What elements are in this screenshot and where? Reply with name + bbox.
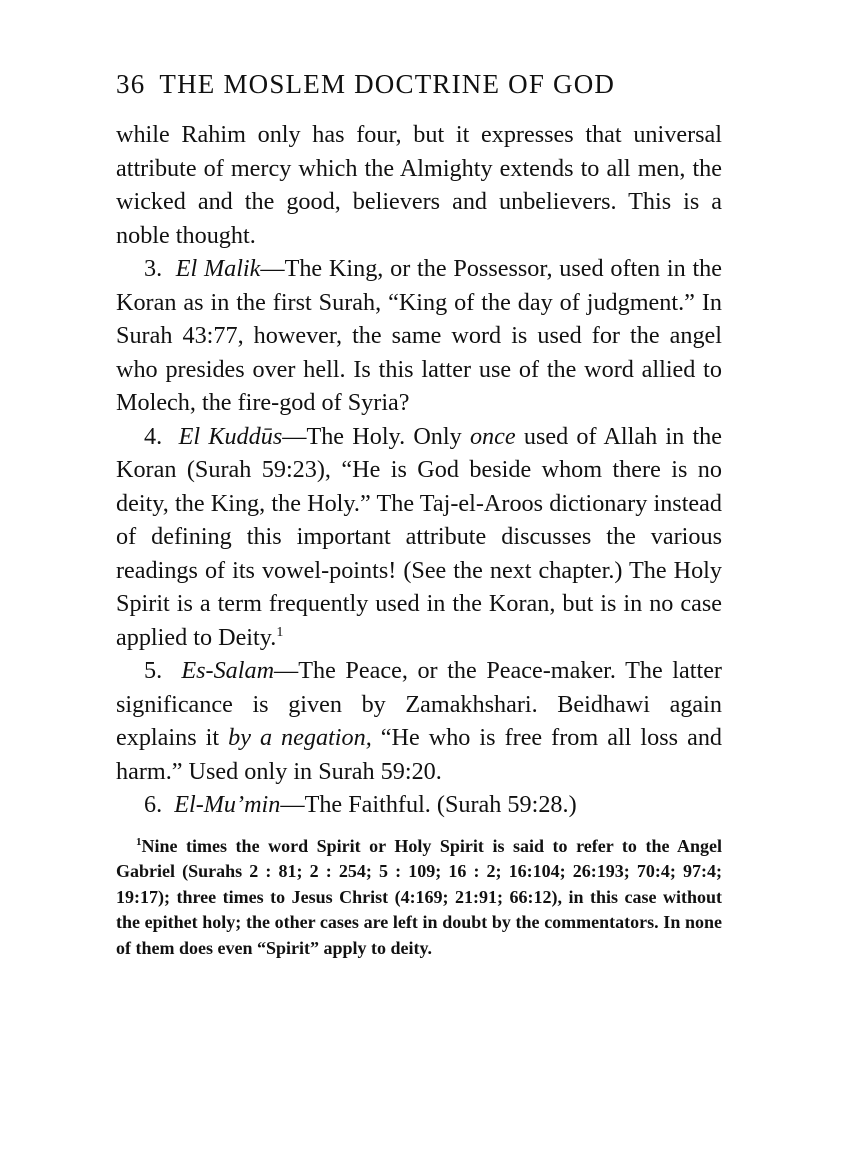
paragraph-continuation: while Rahim only has four, but it expresses that universal attribute of mercy which the Almighty extends to all men, the wicked and the good, believers and unbelievers. This is a noble thought. bbox=[116, 121, 722, 249]
item-number: 3. bbox=[144, 255, 163, 282]
item-number: 6. bbox=[144, 791, 163, 818]
paragraph-el-malik bbox=[116, 252, 722, 420]
paragraph-el-kuddus bbox=[116, 420, 722, 655]
attribute-term: El Kuddūs bbox=[178, 422, 283, 450]
item-number: 5. bbox=[144, 657, 163, 684]
attribute-term: Es-Salam bbox=[181, 657, 275, 684]
book-page bbox=[116, 62, 722, 961]
footnote-text: Nine times the word Spirit or Holy Spirit is said to refer to the Angel Gabriel (Surahs 2 : 81; 2 : 254; 5 : 109; 16 : 2; 16:104; 26:193; 70:4; 97:4; 19:17); three times to Jesus Christ (4:169; 21:91; 66:12), in this case without the epithet holy; the other cases are left in doubt by the commentators. In none of them does even “Spirit” apply to deity. bbox=[116, 835, 722, 958]
emphasis: once bbox=[469, 422, 516, 450]
attribute-term: El-Mu’min bbox=[174, 791, 281, 818]
footnote-reference[interactable]: 1 bbox=[276, 624, 284, 640]
paragraph-text: —The Peace, or the Peace-maker. The latter significance is given by Zamakhshari. Beidhawi again explains it bbox=[116, 657, 722, 751]
paragraph-text: —The King, or the Possessor, used often in the Koran as in the first Surah, “King of the day of judgment.” In Surah 43:77, however, the same word is used for the angel who presides over hell. Is this latter use of the word allied to Molech, the fire-god of Syria? bbox=[116, 255, 723, 416]
paragraph-text: —The Faithful. (Surah 59:28.) bbox=[280, 791, 577, 818]
running-head bbox=[116, 62, 722, 106]
running-title: THE MOSLEM DOCTRINE OF GOD bbox=[159, 69, 616, 99]
paragraph-el-mumin bbox=[116, 788, 722, 822]
footnote-text-block bbox=[116, 834, 722, 962]
emphasis: by a negation, bbox=[228, 724, 372, 751]
paragraph-es-salam bbox=[116, 654, 722, 788]
paragraph-text: —The Holy. Only bbox=[282, 422, 470, 450]
footnote bbox=[116, 834, 722, 962]
paragraph-text: “He who is free from all loss and harm.” Used only in Surah 59:20. bbox=[116, 724, 723, 785]
attribute-term: El Malik bbox=[175, 255, 261, 282]
footnote-marker: 1 bbox=[136, 835, 142, 848]
page-number: 36 bbox=[116, 69, 146, 99]
paragraph-text: used of Allah in the Koran (Surah 59:23), “He is God beside whom there is no deity, the King, the Holy.” The Taj-el-Aroos dictionary instead of defining this important attribute discusses the various readings of its vowel-points! (See the next chapter.) The Holy Spirit is a term frequently used in the Koran, but is in no case applied to Deity. bbox=[116, 422, 723, 651]
item-number: 4. bbox=[144, 422, 163, 450]
body-text bbox=[116, 118, 722, 822]
